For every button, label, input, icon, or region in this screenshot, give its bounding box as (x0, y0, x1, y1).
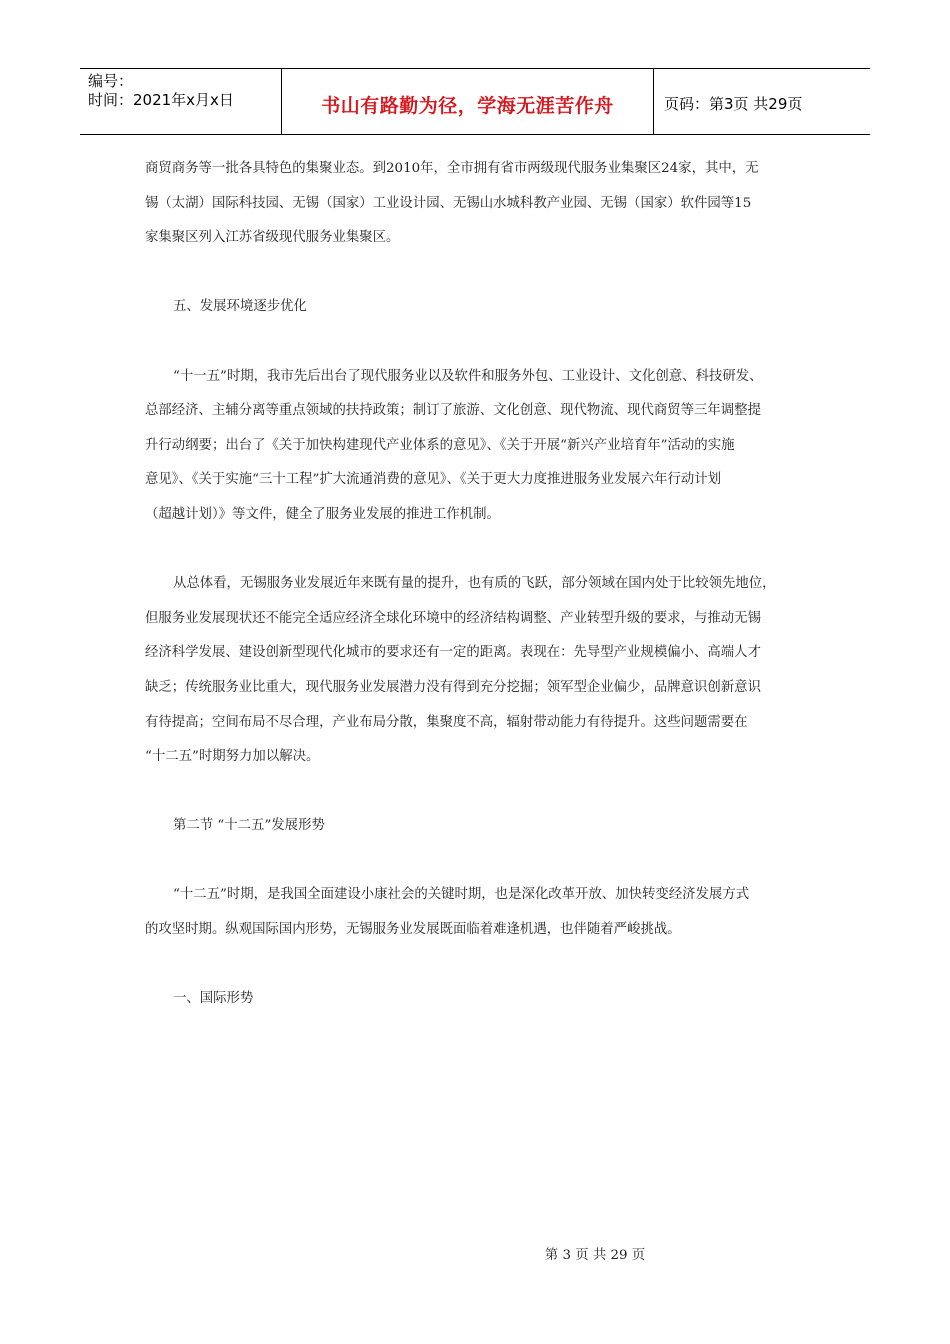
body-line: “十二五”时期，是我国全面建设小康社会的关键时期，也是深化改革开放、加快转变经济发展方式 (173, 887, 750, 903)
section-heading: 第二节 “十二五”发展形势 (173, 818, 325, 834)
document-body (145, 152, 813, 1017)
body-line: 有待提高；空间布局不尽合理，产业布局分散，集聚度不高，辐射带动能力有待提升。这些问题需要在 (145, 714, 748, 730)
body-line: 家集聚区列入江苏省级现代服务业集聚区。 (145, 230, 400, 246)
body-line: 商贸商务等一批各具特色的集聚业态。到2010年，全市拥有省市两级现代服务业集聚区24家，其中，无 (145, 161, 759, 176)
body-line: 但服务业发展现状还不能完全适应经济全球化环境中的经济结构调整、产业转型升级的要求，与推动无锡 (145, 610, 761, 626)
body-line: （超越计划）》等文件，健全了服务业发展的推进工作机制。 (145, 506, 500, 522)
section-heading: 五、发展环境逐步优化 (173, 299, 307, 315)
body-line: 从总体看，无锡服务业发展近年来既有量的提升，也有质的飞跃，部分领域在国内处于比较领先地位， (173, 576, 776, 592)
page-header (80, 68, 870, 135)
section-heading: 一、国际形势 (173, 991, 254, 1007)
document-number-label: 编号： (88, 72, 134, 90)
body-line: 总部经济、主辅分离等重点领域的扶持政策；制订了旅游、文化创意、现代物流、现代商贸等三年调整提 (145, 403, 761, 419)
body-line: 锡（太湖）国际科技园、无锡（国家）工业设计园、无锡山水城科教产业园、无锡（国家）软件园等15 (145, 195, 752, 211)
document-time-label: 时间：2021年x月x日 (88, 91, 234, 109)
body-line: 的攻坚时期。纵观国际国内形势，无锡服务业发展既面临着难逢机遇，也伴随着严峻挑战。 (145, 922, 681, 938)
body-line: “十二五”时期努力加以解决。 (145, 749, 320, 765)
page-footer: 第 3 页 共 29 页 (544, 1248, 646, 1263)
header-meta (80, 69, 282, 134)
body-line: 升行动纲要；出台了《关于加快构建现代产业体系的意见》、《关于开展“新兴产业培育年”活动的实施 (145, 437, 735, 453)
header-page-code: 页码：第3页 共29页 (664, 95, 803, 113)
body-line: “十一五”时期，我市先后出台了现代服务业以及软件和服务外包、工业设计、文化创意、科技研发、 (173, 368, 763, 384)
header-motto: 书山有路勤为径，学海无涯苦作舟 (321, 95, 614, 117)
body-line: 经济科学发展、建设创新型现代化城市的要求还有一定的距离。表现在：先导型产业规模偏小、高端人才 (145, 645, 761, 661)
body-line: 意见》、《关于实施“三十工程”扩大流通消费的意见》、《关于更大力度推进服务业发展六年行动计划 (145, 472, 722, 488)
body-line: 缺乏；传统服务业比重大，现代服务业发展潜力没有得到充分挖掘；领军型企业偏少，品牌意识创新意识 (145, 679, 761, 695)
header-motto-cell (282, 69, 654, 134)
